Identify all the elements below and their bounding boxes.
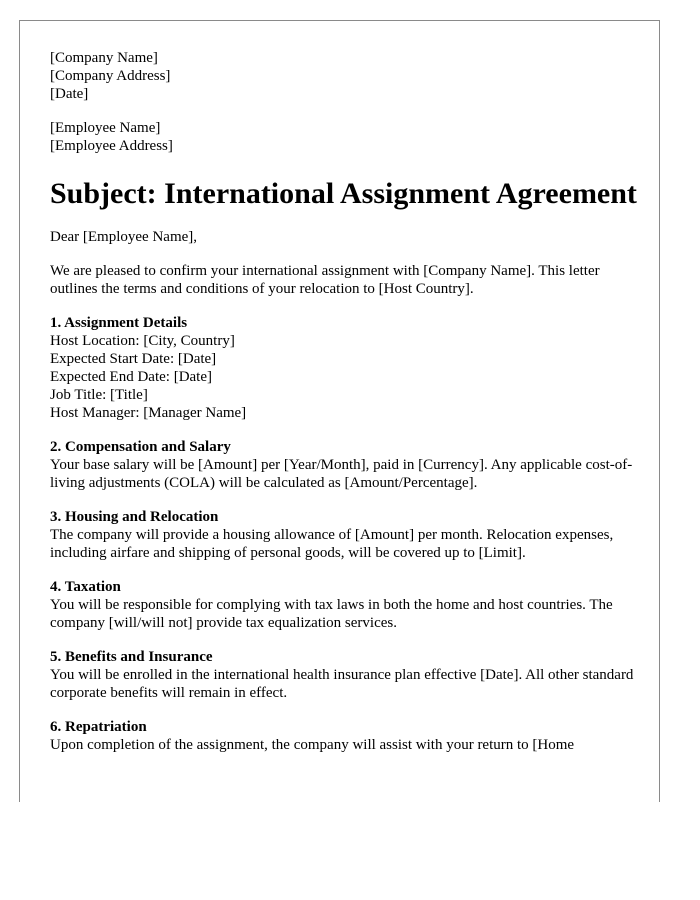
section-text: Your base salary will be [Amount] per [Year/Month], paid in [Currency]. Any applicable cost-of-living adjustments (COLA) will be calculated as [Amount/Percentage]. (50, 457, 633, 491)
section-text: You will be enrolled in the international health insurance plan effective [Date]. All other standard corporate benefits will remain in effect. (50, 667, 634, 701)
section-title: 3. Housing and Relocation (50, 509, 219, 525)
employee-address: [Employee Address] (50, 138, 173, 154)
section-title: 1. Assignment Details (50, 315, 188, 331)
job-title-line: Job Title: [Title] (50, 387, 148, 403)
section-assignment-details (50, 314, 640, 422)
section-housing (50, 508, 640, 562)
salutation: Dear [Employee Name], (50, 229, 198, 245)
recipient-block (50, 119, 640, 155)
section-text: The company will provide a housing allowance of [Amount] per month. Relocation expenses, including airfare and shipping of personal goods, will be covered up to [Limit]. (50, 527, 614, 561)
section-taxation (50, 578, 640, 632)
section-title: 4. Taxation (50, 579, 121, 595)
section-text: Upon completion of the assignment, the company will assist with your return to [Home (50, 737, 575, 753)
section-title: 5. Benefits and Insurance (50, 649, 213, 665)
company-address: [Company Address] (50, 68, 171, 84)
section-title: 2. Compensation and Salary (50, 439, 231, 455)
letter-date: [Date] (50, 86, 89, 102)
intro-paragraph: We are pleased to confirm your international assignment with [Company Name]. This letter outlines the terms and conditions of your relocation to [Host Country]. (50, 263, 600, 297)
section-compensation (50, 438, 640, 492)
employee-name: [Employee Name] (50, 120, 161, 136)
section-repatriation (50, 718, 640, 754)
section-benefits (50, 648, 640, 702)
start-date-line: Expected Start Date: [Date] (50, 351, 217, 367)
address-spacer (50, 103, 640, 119)
sender-block (50, 49, 640, 103)
end-date-line: Expected End Date: [Date] (50, 369, 213, 385)
letter-content (50, 49, 640, 754)
company-name: [Company Name] (50, 50, 158, 66)
subject-heading: Subject: International Assignment Agreement (50, 177, 637, 210)
section-text: You will be responsible for complying with tax laws in both the home and host countries. The company [will/will not] provide tax equalization services. (50, 597, 613, 631)
section-title: 6. Repatriation (50, 719, 147, 735)
host-manager-line: Host Manager: [Manager Name] (50, 405, 247, 421)
host-location-line: Host Location: [City, Country] (50, 333, 235, 349)
letter-page (19, 20, 660, 802)
